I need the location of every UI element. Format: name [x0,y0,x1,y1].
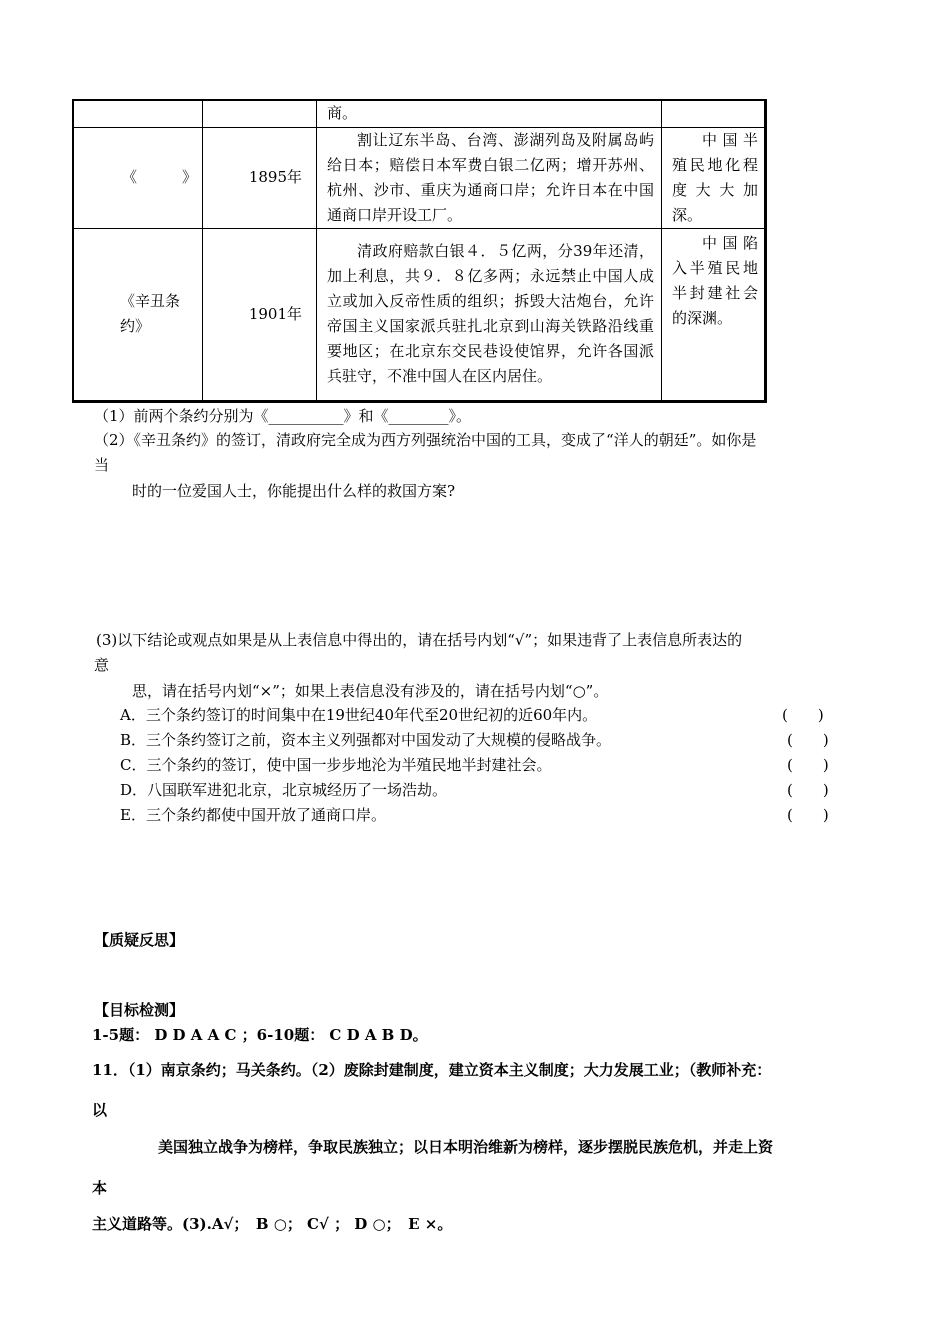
answer-1: 1-5题： D D A A C ；6-10题： C D A B D。 [92,1026,428,1044]
table-cell [317,127,662,228]
treaty-year: 1895年 [248,168,302,186]
option-e: E．三个条约都使中国开放了通商口岸。 [120,806,386,824]
option-b: B．三个条约签订之前，资本主义列强都对中国发动了大规模的侵略战争。 [120,731,612,749]
treaty-name-blank: 《 》 [122,168,198,186]
answer-2-line5: 主义道路等。(3).A√； B ○； C√ ； D ○； E ×。 [92,1215,453,1233]
treaty-table [72,99,767,403]
table-cell [203,228,317,401]
question-1: （1）前两个条约分别为《__________》和《________》。 [94,407,472,425]
row0-content: 商。 [327,104,358,123]
treaty-year: 1901年 [248,304,302,323]
table-row [73,100,766,127]
answer-2-line4: 本 [92,1179,108,1197]
table-cell [73,100,203,127]
table-cell [317,100,662,127]
treaty-content: 清政府赔款白银４．５亿两，分39年还清，加上利息，共９．８亿多两；永远禁止中国人成立或加入反帝性质的组织；拆毁大沽炮台，允许帝国主义国家派兵驻扎北京到山海关铁路沿线重要地区；在北京东交民巷设使馆界，允许各国派兵驻守，不准中国人在区内居住。 [327,242,654,385]
question-2-line1: （2）《辛丑条约》的签订，清政府完全成为西方列强统治中国的工具，变成了“洋人的朝廷”。如你是 [94,431,757,449]
table-cell [203,127,317,228]
option-c-paren: ( ) [787,756,829,774]
option-a-paren: ( ) [782,706,824,724]
option-e-paren: ( ) [787,806,829,824]
option-a: A．三个条约签订的时间集中在19世纪40年代至20世纪初的近60年内。 [120,706,598,724]
answer-2-line3: 美国独立战争为榜样，争取民族独立；以日本明治维新为榜样，逐步摆脱民族危机，并走上资 [158,1138,774,1156]
option-c: C．三个条约的签订，使中国一步步地沦为半殖民地半封建社会。 [120,756,552,774]
option-b-paren: ( ) [787,731,829,749]
answer-2-line1: 11．（1）南京条约；马关条约。（2）废除封建制度，建立资本主义制度；大力发展工业；（教师补充： [92,1061,772,1079]
question-3-line1: (3)以下结论或观点如果是从上表信息中得出的，请在括号内划“√”；如果违背了上表信息所表达的 [96,631,743,649]
treaty-content: 割让辽东半岛、台湾、澎湖列岛及附属岛屿给日本；赔偿日本军费白银二亿两；增开苏州、杭州、沙市、重庆为通商口岸；允许日本在中国通商口岸开设工厂。 [327,130,654,224]
treaty-table-wrapper [72,99,767,403]
table-cell [73,228,203,401]
section-reflection-heading: 【质疑反思】 [94,931,185,949]
table-cell [317,228,662,401]
section-check-heading: 【目标检测】 [94,1001,185,1019]
table-row [73,228,766,401]
answer-2-line2: 以 [92,1101,108,1119]
table-row [73,127,766,228]
treaty-name-line2: 约》 [120,317,151,335]
question-3-line3: 思，请在括号内划“×”；如果上表信息没有涉及的，请在括号内划“○”。 [132,682,609,700]
table-cell [662,100,766,127]
question-3-line2: 意 [94,656,110,674]
treaty-effect: 中国半殖民地化程度大大加深。 [672,130,758,224]
table-cell [662,228,766,401]
treaty-name-line1: 《辛丑条 [120,292,181,310]
table-cell [662,127,766,228]
option-d: D．八国联军进犯北京，北京城经历了一场浩劫。 [120,781,448,799]
table-cell [203,100,317,127]
question-2-line2: 当 [94,456,110,474]
question-2-line3: 时的一位爱国人士，你能提出什么样的救国方案? [132,482,456,500]
option-d-paren: ( ) [787,781,829,799]
table-cell [73,127,203,228]
treaty-effect: 中国陷入半殖民地半封建社会的深渊。 [672,233,758,327]
